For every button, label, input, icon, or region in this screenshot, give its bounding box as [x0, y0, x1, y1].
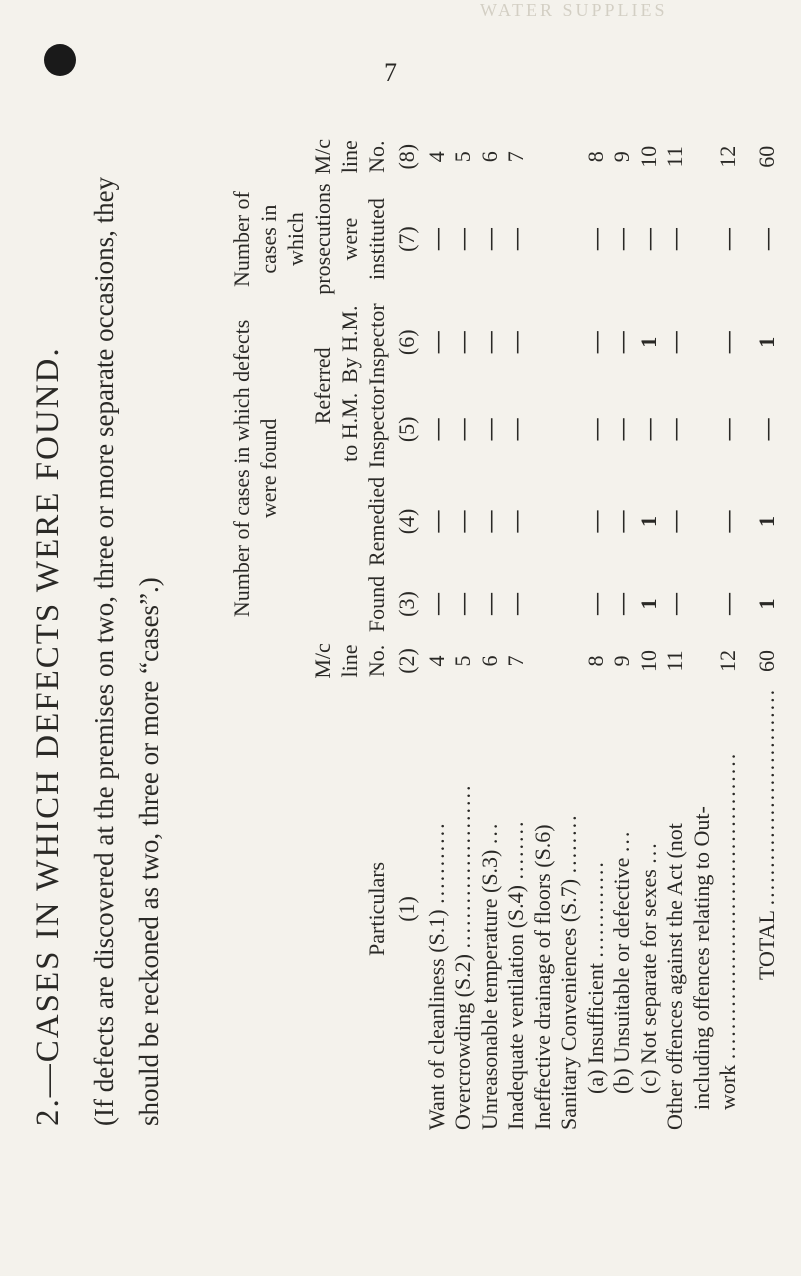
column-number: (8) [394, 143, 419, 170]
cell-remedied: 1 [753, 515, 779, 527]
table-row [662, 134, 689, 1134]
cell-referred-to-hm: — [503, 418, 528, 441]
row-label: Sanitary Conveniences (S.7) [556, 878, 581, 1130]
cell-line-number: 10 [635, 649, 661, 672]
cell-referred-by-hm: 1 [753, 336, 779, 348]
cell-prosecutions [556, 179, 583, 298]
table-row [636, 134, 663, 1134]
cell-remedied: — [476, 510, 502, 533]
header-particulars: Particulars [364, 861, 389, 956]
cell-prosecutions: — [715, 228, 740, 251]
cell-referred-to-hm: — [662, 418, 687, 441]
dot-leader: ........ [503, 819, 528, 880]
column-number: (3) [394, 591, 419, 617]
cell-referred-by-hm: — [503, 331, 528, 354]
cell-found: — [476, 593, 502, 616]
cell-particulars [583, 684, 610, 1134]
row-label: (b) Unsuitable or defective [609, 857, 634, 1094]
row-label: including offences relating to Out- [688, 806, 714, 1110]
section-note: (If defects are discovered at the premises on two, three or more separate occasions, they should be reckoned as two, three or more “cases”.) [89, 176, 164, 1126]
cell-referred-to-hm: — [476, 418, 502, 441]
cell-line-number: 7 [503, 655, 528, 667]
header-mc-line-no-2: M/c line No. [310, 139, 389, 175]
cell-particulars [530, 684, 557, 1134]
cell-referred-by-hm [689, 299, 716, 386]
cell-prosecutions [689, 179, 716, 298]
header-to-hm-inspector: to H.M. Inspector [337, 386, 389, 469]
table-row [477, 134, 504, 1134]
dot-leader: ........... [423, 821, 449, 904]
cell-found [530, 570, 557, 638]
header-by-hm-inspector: By H.M. Inspector [337, 303, 389, 386]
cell-line-number-2 [689, 134, 716, 179]
page-number: 7 [384, 58, 397, 87]
table-row [556, 134, 583, 1134]
cell-prosecutions: — [635, 228, 661, 251]
column-number: (2) [394, 648, 419, 674]
cell-found: — [450, 593, 475, 616]
cell-prosecutions: — [753, 228, 779, 251]
cell-referred-by-hm: 1 [635, 336, 661, 348]
cell-remedied: 1 [635, 515, 661, 527]
section-heading: 2.—CASES IN WHICH DEFECTS WERE FOUND. [30, 346, 66, 1126]
cell-referred-to-hm: — [423, 418, 449, 441]
cell-found: — [609, 593, 634, 616]
cell-prosecutions: — [609, 228, 634, 251]
cell-line-number-2 [556, 134, 583, 179]
cell-line-number: 9 [609, 655, 634, 667]
cell-remedied: — [503, 510, 528, 533]
cell-referred-to-hm: — [753, 418, 779, 441]
table-row [583, 134, 610, 1134]
cell-referred-to-hm: — [715, 418, 740, 441]
total-label: TOTAL [753, 910, 779, 980]
cell-line-number-2: 4 [423, 151, 449, 163]
cell-referred-by-hm [556, 299, 583, 386]
cell-referred-by-hm: — [582, 331, 608, 354]
cell-prosecutions [530, 179, 557, 298]
cell-line-number [556, 638, 583, 684]
cell-remedied: — [582, 510, 608, 533]
cell-line-number-2: 11 [662, 146, 687, 168]
cell-line-number: 60 [753, 649, 779, 672]
cell-particulars [556, 684, 583, 1134]
cell-remedied: — [423, 510, 449, 533]
total-row [742, 134, 781, 1134]
cell-referred-by-hm: — [476, 331, 502, 354]
table-row [715, 134, 742, 1134]
dot-leader: ...................... [450, 783, 475, 949]
cell-found: — [503, 593, 528, 616]
dot-leader: ............. [582, 860, 608, 958]
cell-prosecutions: — [423, 228, 449, 251]
header-referred-group [293, 299, 390, 473]
cell-found: 1 [753, 598, 779, 610]
cell-referred-by-hm [530, 299, 557, 386]
header-mc-line-no: M/c line No. [310, 643, 389, 679]
cell-line-number-2 [530, 134, 557, 179]
cell-particulars [636, 684, 663, 1134]
cell-line-number: 4 [423, 655, 449, 667]
cell-particulars [662, 684, 689, 1134]
defects-table [228, 134, 780, 1134]
column-number: (6) [394, 329, 419, 356]
cell-remedied: — [450, 510, 475, 533]
cell-remedied [530, 473, 557, 570]
cell-particulars [424, 684, 451, 1134]
cell-referred-by-hm: — [609, 331, 634, 354]
cell-referred-by-hm: — [715, 331, 740, 354]
cell-line-number-2: 6 [476, 151, 502, 163]
cell-particulars [503, 684, 530, 1134]
cell-line-number [530, 638, 557, 684]
cell-prosecutions: — [662, 228, 687, 251]
dot-leader: ......................................... [715, 751, 740, 1060]
row-label: Overcrowding (S.2) [450, 954, 475, 1130]
cell-referred-to-hm: — [635, 418, 661, 441]
dot-leader: ... [476, 821, 502, 845]
cell-line-number-2: 10 [635, 145, 661, 168]
row-label: (a) Insufficient [582, 963, 608, 1094]
cell-line-number: 8 [582, 655, 608, 667]
cell-line-number-2: 7 [503, 151, 528, 163]
table-row [689, 134, 716, 1134]
cell-particulars [477, 684, 504, 1134]
header-prosecutions: Number of cases in which prosecutions were instituted [229, 183, 389, 295]
row-label: Unreasonable temperature (S.3) [476, 849, 502, 1130]
column-number: (1) [394, 896, 419, 922]
column-number: (7) [394, 226, 419, 252]
cell-particulars [609, 684, 636, 1134]
cell-line-number: 11 [662, 650, 687, 672]
row-label: Want of cleanliness (S.1) [423, 909, 449, 1130]
row-label: work [715, 1064, 740, 1110]
header-found: Found [364, 575, 389, 633]
cell-line-number-2: 12 [715, 145, 740, 168]
column-number-row [390, 134, 424, 1134]
column-number: (4) [394, 508, 419, 535]
table-row [609, 134, 636, 1134]
cell-found: — [423, 593, 449, 616]
cell-line-number-2: 9 [609, 151, 634, 163]
row-label: Other offences against the Act (not [662, 823, 687, 1130]
table-row [530, 134, 557, 1134]
cell-referred-to-hm: — [609, 418, 634, 441]
cell-referred-to-hm [689, 386, 716, 473]
cell-found: — [582, 593, 608, 616]
bleed-through-text: WATER SUPPLIES [480, 0, 668, 18]
cell-found: — [715, 593, 740, 616]
cell-found [689, 570, 716, 638]
cell-remedied [689, 473, 716, 570]
cell-remedied: — [609, 510, 634, 533]
cell-prosecutions: — [582, 228, 608, 251]
table-row [424, 134, 451, 1134]
dot-leader: ... [609, 829, 634, 853]
dot-leader: ............................. [753, 687, 779, 906]
cell-referred-to-hm [556, 386, 583, 473]
header-cases-defects-found: Number of cases in which defects were found [229, 319, 281, 618]
cell-found: — [662, 593, 687, 616]
dot-leader: ... [635, 841, 661, 864]
row-label: (c) Not separate for sexes [635, 869, 661, 1094]
cell-remedied: — [715, 510, 740, 533]
cell-referred-by-hm: — [662, 331, 687, 354]
cell-prosecutions: — [450, 228, 475, 251]
cell-particulars [742, 684, 781, 1134]
header-remedied: Remedied [364, 476, 389, 567]
column-number: (5) [394, 416, 419, 443]
row-label: Ineffective drainage of floors (S.6) [529, 824, 555, 1130]
cell-line-number: 12 [715, 649, 740, 672]
cell-line-number-2: 8 [582, 151, 608, 163]
cell-particulars [450, 684, 477, 1134]
cell-referred-to-hm [530, 386, 557, 473]
cell-line-number: 6 [476, 655, 502, 667]
row-label: Inadequate ventilation (S.4) [503, 885, 528, 1130]
cell-referred-by-hm: — [423, 331, 449, 354]
cell-prosecutions: — [503, 228, 528, 251]
cell-referred-to-hm: — [450, 418, 475, 441]
table-row [450, 134, 477, 1134]
table-row [503, 134, 530, 1134]
header-referred: Referred [310, 347, 335, 425]
cell-particulars [689, 684, 716, 1134]
cell-remedied [556, 473, 583, 570]
cell-remedied: — [662, 510, 687, 533]
cell-referred-to-hm: — [582, 418, 608, 441]
cell-prosecutions: — [476, 228, 502, 251]
cell-referred-by-hm: — [450, 331, 475, 354]
cell-particulars [715, 684, 742, 1134]
cell-line-number: 5 [450, 655, 475, 667]
cell-line-number-2: 5 [450, 151, 475, 163]
dot-leader: ........ [556, 813, 581, 874]
cell-line-number [689, 638, 716, 684]
cell-found: 1 [635, 598, 661, 610]
cell-found [556, 570, 583, 638]
cell-line-number-2: 60 [753, 145, 779, 168]
